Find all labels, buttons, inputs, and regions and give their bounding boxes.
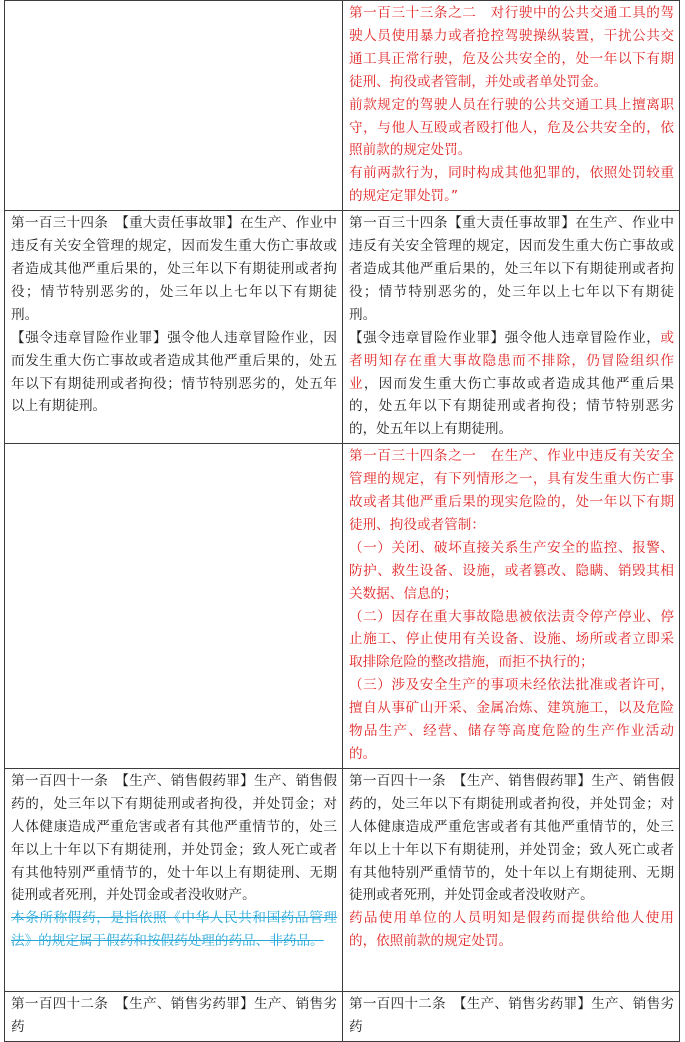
amended-text-cell — [343, 444, 680, 769]
article-paragraph: 第一百三十四条 【重大责任事故罪】在生产、作业中违反有关安全管理的规定，因而发生重大伤亡事故或者造成其他严重后果的，处三年以下有期徒刑或者拘役；情节特别恶劣的，处三年以上七年以下有期徒刑。 — [11, 215, 337, 323]
article-paragraph: 第一百四十二条 【生产、销售劣药罪】生产、销售劣药 — [11, 995, 337, 1035]
amended-text-cell — [343, 768, 680, 991]
table-row — [5, 211, 680, 444]
article-paragraph: 第一百四十二条 【生产、销售劣药罪】生产、销售劣药 — [349, 995, 674, 1035]
article-paragraph — [349, 327, 674, 442]
article-paragraph: 第一百四十一条 【生产、销售假药罪】生产、销售假药的，处三年以下有期徒刑或者拘役，并处罚金；对人体健康造成严重危害或者有其他严重情节的，处三年以上十年以下有期徒刑，并处罚金；致人死亡或者有其他特别严重情节的，处十年以上有期徒刑、无期徒刑或者死刑，并处罚金或者没收财产。 — [11, 772, 337, 904]
law-comparison-table — [4, 0, 680, 1042]
amended-text-cell — [343, 211, 680, 444]
added-paragraph: 第一百三十四条之一 在生产、作业中违反有关安全管理的规定，有下列情形之一，具有发生重大伤亡事故或者其他严重后果的现实危险的，处一年以下有期徒刑、拘役或者管制： — [349, 448, 674, 533]
amended-text-cell — [343, 991, 680, 1041]
article-paragraph: 【强令违章冒险作业罪】强令他人违章冒险作业，因而发生重大伤亡事故或者造成其他严重后果的，处五年以下有期徒刑或者拘役；情节特别恶劣的，处五年以上有期徒刑。 — [11, 329, 337, 415]
added-paragraph: 药品使用单位的人员明知是假药而提供给他人使用的，依照前款的规定处罚。 — [349, 910, 674, 950]
added-paragraph: （一）关闭、破坏直接关系生产安全的监控、报警、防护、救生设备、设施，或者篡改、隐瞒、销毁其相关数据、信息的； — [349, 539, 674, 602]
added-text: 或者明知存在重大事故隐患而不排除，仍冒险组织作业 — [349, 329, 674, 392]
original-text-cell — [5, 768, 343, 991]
unchanged-text: 【强令违章冒险作业罪】强令他人违章冒险作业， — [349, 329, 661, 346]
article-paragraph: 第一百四十一条 【生产、销售假药罪】生产、销售假药的，处三年以下有期徒刑或者拘役，并处罚金；对人体健康造成严重危害或者有其他严重情节的，处三年以上十年以下有期徒刑，并处罚金；致人死亡或者有其他特别严重情节的，处十年以上有期徒刑、无期徒刑或者死刑，并处罚金或者没收财产。 — [349, 772, 674, 904]
unchanged-text: ，因而发生重大伤亡事故或者造成其他严重后果的，处五年以下有期徒刑或者拘役；情节特别恶劣的，处五年以上有期徒刑。 — [349, 375, 675, 438]
added-paragraph: （二）因存在重大事故隐患被依法责令停产停业、停止施工、停止使用有关设备、设施、场所或者立即采取排除危险的整改措施，而拒不执行的； — [349, 608, 674, 671]
original-text-cell — [5, 444, 343, 769]
table-row — [5, 1, 680, 211]
table-row — [5, 991, 680, 1041]
original-text-cell — [5, 1, 343, 211]
table-row — [5, 768, 680, 991]
original-text-cell — [5, 991, 343, 1041]
added-paragraph: 第一百三十三条之二 对行驶中的公共交通工具的驾驶人员使用暴力或者抢控驾驶操纵装置，干扰公共交通工具正常行驶，危及公共安全的，处一年以下有期徒刑、拘役或者管制，并处或者单处罚金。 — [349, 5, 674, 90]
table-row — [5, 444, 680, 769]
deleted-paragraph: 本条所称假药，是指依照《中华人民共和国药品管理法》的规定属于假药和按假药处理的药品、非药品。 — [11, 910, 337, 950]
added-paragraph: （三）涉及安全生产的事项未经依法批准或者许可，擅自从事矿山开采、金属冶炼、建筑施工，以及危险物品生产、经营、储存等高度危险的生产作业活动的。 — [349, 677, 674, 762]
amended-text-cell — [343, 1, 680, 211]
added-paragraph: 有前两款行为，同时构成其他犯罪的，依照处罚较重的规定定罪处罚。” — [349, 165, 674, 205]
article-paragraph: 第一百三十四条【重大责任事故罪】在生产、作业中违反有关安全管理的规定，因而发生重大伤亡事故或者造成其他严重后果的，处三年以下有期徒刑或者拘役；情节特别恶劣的，处三年以上七年以下有期徒刑。 — [349, 215, 674, 323]
original-text-cell — [5, 211, 343, 444]
added-paragraph: 前款规定的驾驶人员在行驶的公共交通工具上擅离职守，与他人互殴或者殴打他人，危及公共安全的，依照前款的规定处罚。 — [349, 96, 674, 159]
